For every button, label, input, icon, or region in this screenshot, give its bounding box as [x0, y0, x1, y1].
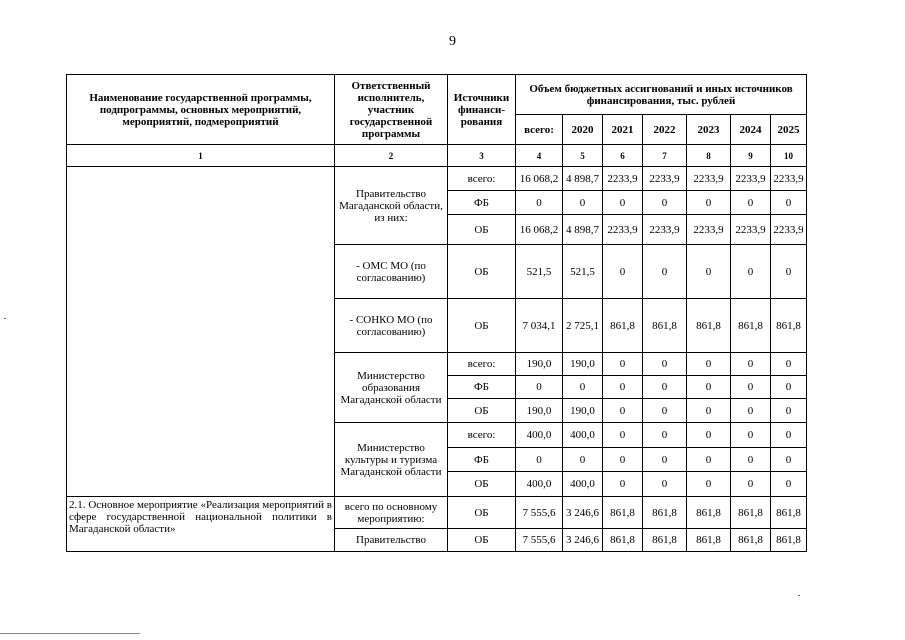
value-cell: 2233,9 — [687, 215, 731, 245]
value-cell: 861,8 — [731, 299, 771, 353]
value-cell: 190,0 — [563, 399, 603, 423]
value-cell: 0 — [731, 448, 771, 472]
value-cell: 0 — [643, 448, 687, 472]
value-cell: 4 898,7 — [563, 167, 603, 191]
funding-source-cell: ОБ — [448, 245, 516, 299]
section-name-cell: 2.1. Основное мероприятие «Реализация мероприятий в сфере государственной национальной политики в Магаданской области» — [67, 497, 335, 552]
funding-source-cell: ОБ — [448, 299, 516, 353]
value-cell: 0 — [516, 376, 563, 399]
value-cell: 2233,9 — [603, 167, 643, 191]
value-cell: 0 — [643, 191, 687, 215]
value-cell: 0 — [603, 245, 643, 299]
value-cell: 0 — [687, 448, 731, 472]
value-cell: 861,8 — [687, 497, 731, 529]
value-cell: 521,5 — [516, 245, 563, 299]
header-year: 2021 — [603, 115, 643, 145]
value-cell: 0 — [687, 191, 731, 215]
header-sources: Источники финанси-рования — [448, 75, 516, 145]
value-cell: 400,0 — [516, 472, 563, 497]
funding-source-cell: всего: — [448, 423, 516, 448]
header-name: Наименование государственной программы, подпрограммы, основных мероприятий, мероприятий, подмероприятий — [67, 75, 335, 145]
column-number: 5 — [563, 145, 603, 167]
value-cell: 861,8 — [643, 529, 687, 552]
value-cell: 400,0 — [516, 423, 563, 448]
value-cell: 861,8 — [731, 529, 771, 552]
value-cell: 0 — [643, 376, 687, 399]
value-cell: 0 — [731, 399, 771, 423]
value-cell: 2 725,1 — [563, 299, 603, 353]
funding-source-cell: ФБ — [448, 376, 516, 399]
column-number: 1 — [67, 145, 335, 167]
value-cell: 3 246,6 — [563, 529, 603, 552]
value-cell: 2233,9 — [731, 167, 771, 191]
value-cell: 861,8 — [687, 529, 731, 552]
column-number: 3 — [448, 145, 516, 167]
value-cell: 0 — [731, 245, 771, 299]
funding-source-cell: ОБ — [448, 529, 516, 552]
value-cell: 0 — [687, 376, 731, 399]
header-year-total: всего: — [516, 115, 563, 145]
value-cell: 861,8 — [771, 497, 807, 529]
value-cell: 861,8 — [771, 529, 807, 552]
value-cell: 0 — [516, 448, 563, 472]
funding-source-cell: ОБ — [448, 472, 516, 497]
header-year: 2023 — [687, 115, 731, 145]
funding-source-cell: всего: — [448, 167, 516, 191]
funding-source-cell: ФБ — [448, 448, 516, 472]
value-cell: 2233,9 — [771, 167, 807, 191]
column-number: 7 — [643, 145, 687, 167]
value-cell: 2233,9 — [771, 215, 807, 245]
value-cell: 2233,9 — [603, 215, 643, 245]
value-cell: 7 555,6 — [516, 529, 563, 552]
value-cell: 521,5 — [563, 245, 603, 299]
value-cell: 0 — [603, 423, 643, 448]
value-cell: 0 — [563, 448, 603, 472]
value-cell: 0 — [731, 376, 771, 399]
value-cell: 190,0 — [516, 399, 563, 423]
column-number: 9 — [731, 145, 771, 167]
value-cell: 0 — [643, 472, 687, 497]
value-cell: 0 — [771, 245, 807, 299]
value-cell: 0 — [643, 245, 687, 299]
scan-speck — [4, 318, 6, 319]
value-cell: 400,0 — [563, 423, 603, 448]
column-numbers-row — [67, 145, 807, 167]
value-cell: 0 — [643, 353, 687, 376]
funding-source-cell: ОБ — [448, 399, 516, 423]
value-cell: 861,8 — [643, 497, 687, 529]
funding-source-cell: ОБ — [448, 497, 516, 529]
value-cell: 861,8 — [771, 299, 807, 353]
value-cell: 0 — [516, 191, 563, 215]
value-cell: 0 — [771, 399, 807, 423]
value-cell: 0 — [771, 191, 807, 215]
header-year: 2025 — [771, 115, 807, 145]
value-cell: 0 — [603, 448, 643, 472]
value-cell: 861,8 — [643, 299, 687, 353]
executor-cell: Правительство Магаданской области, из них: — [335, 167, 448, 245]
program-name-cell — [67, 167, 335, 497]
header-year: 2024 — [731, 115, 771, 145]
section-row — [67, 497, 807, 529]
value-cell: 0 — [771, 423, 807, 448]
value-cell: 190,0 — [563, 353, 603, 376]
value-cell: 7 555,6 — [516, 497, 563, 529]
value-cell: 0 — [771, 448, 807, 472]
value-cell: 7 034,1 — [516, 299, 563, 353]
value-cell: 4 898,7 — [563, 215, 603, 245]
value-cell: 16 068,2 — [516, 215, 563, 245]
value-cell: 400,0 — [563, 472, 603, 497]
value-cell: 2233,9 — [687, 167, 731, 191]
value-cell: 0 — [603, 472, 643, 497]
value-cell: 0 — [603, 191, 643, 215]
page-number: 9 — [449, 34, 456, 49]
funding-source-cell: всего: — [448, 353, 516, 376]
value-cell: 190,0 — [516, 353, 563, 376]
column-number: 4 — [516, 145, 563, 167]
column-number: 2 — [335, 145, 448, 167]
value-cell: 0 — [603, 353, 643, 376]
header-year: 2022 — [643, 115, 687, 145]
value-cell: 861,8 — [603, 497, 643, 529]
value-cell: 2233,9 — [731, 215, 771, 245]
value-cell: 861,8 — [687, 299, 731, 353]
value-cell: 0 — [603, 399, 643, 423]
budget-table — [66, 74, 807, 552]
value-cell: 0 — [563, 191, 603, 215]
value-cell: 861,8 — [603, 299, 643, 353]
scan-speck — [798, 595, 800, 596]
funding-source-cell: ОБ — [448, 215, 516, 245]
value-cell: 0 — [731, 191, 771, 215]
executor-cell: Министерство образования Магаданской области — [335, 353, 448, 423]
column-number: 6 — [603, 145, 643, 167]
value-cell: 0 — [687, 423, 731, 448]
value-cell: 861,8 — [603, 529, 643, 552]
value-cell: 0 — [643, 423, 687, 448]
value-cell: 0 — [731, 423, 771, 448]
executor-cell: - ОМС МО (по согласованию) — [335, 245, 448, 299]
value-cell: 16 068,2 — [516, 167, 563, 191]
value-cell: 0 — [731, 353, 771, 376]
executor-cell: - СОНКО МО (по согласованию) — [335, 299, 448, 353]
executor-cell: Правительство — [335, 529, 448, 552]
value-cell: 0 — [563, 376, 603, 399]
header-volume: Объем бюджетных ассигнований и иных источников финансирования, тыс. рублей — [516, 75, 807, 115]
scan-edge-line — [0, 633, 140, 634]
value-cell: 0 — [687, 245, 731, 299]
value-cell: 0 — [771, 376, 807, 399]
executor-cell: всего по основному мероприятию: — [335, 497, 448, 529]
value-cell: 0 — [771, 472, 807, 497]
value-cell: 861,8 — [731, 497, 771, 529]
header-executor: Ответственный исполнитель, участник государственной программы — [335, 75, 448, 145]
value-cell: 0 — [687, 353, 731, 376]
executor-cell: Министерство культуры и туризма Магаданской области — [335, 423, 448, 497]
table-row — [67, 167, 807, 191]
value-cell: 0 — [731, 472, 771, 497]
column-number: 10 — [771, 145, 807, 167]
value-cell: 0 — [643, 399, 687, 423]
value-cell: 0 — [771, 353, 807, 376]
value-cell: 2233,9 — [643, 215, 687, 245]
value-cell: 3 246,6 — [563, 497, 603, 529]
funding-source-cell: ФБ — [448, 191, 516, 215]
value-cell: 0 — [687, 399, 731, 423]
value-cell: 0 — [603, 376, 643, 399]
column-number: 8 — [687, 145, 731, 167]
header-year: 2020 — [563, 115, 603, 145]
value-cell: 2233,9 — [643, 167, 687, 191]
value-cell: 0 — [687, 472, 731, 497]
